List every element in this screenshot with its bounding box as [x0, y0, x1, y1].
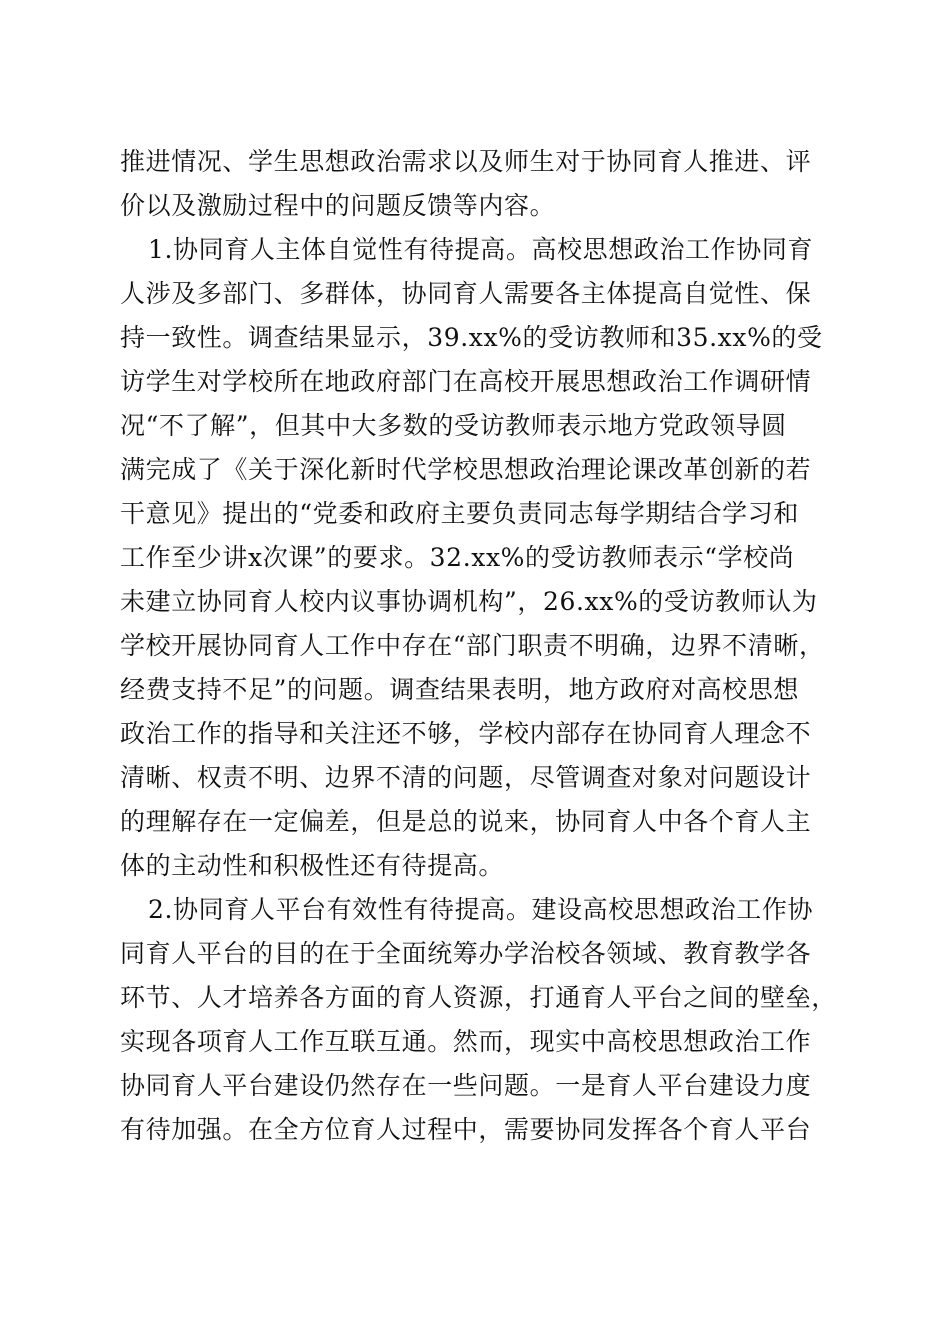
text-line: 学校开展协同育人工作中存在“部门职责不明确，边界不清晰， [120, 631, 825, 660]
text-line: 人涉及多部门、多群体，协同育人需要各主体提高自觉性、保 [120, 279, 812, 308]
paragraph-start-line: 2.协同育人平台有效性有待提高。建设高校思想政治工作协 [148, 895, 814, 924]
text-line: 况“不了解”，但其中大多数的受访教师表示地方党政领导圆 [120, 411, 787, 440]
text-line: 体的主动性和积极性还有待提高。 [120, 851, 505, 880]
text-line: 价以及激励过程中的问题反馈等内容。 [120, 191, 556, 220]
text-line: 清晰、权责不明、边界不清的问题，尽管调查对象对问题设计 [120, 763, 812, 792]
text-line: 政治工作的指导和关注还不够，学校内部存在协同育人理念不 [120, 719, 812, 748]
text-line: 实现各项育人工作互联互通。然而，现实中高校思想政治工作 [120, 1027, 812, 1056]
text-line: 经费支持不足”的问题。调查结果表明，地方政府对高校思想 [120, 675, 799, 704]
text-line: 访学生对学校所在地政府部门在高校开展思想政治工作调研情 [120, 367, 812, 396]
text-line: 推进情况、学生思想政治需求以及师生对于协同育人推进、评 [120, 147, 812, 176]
text-line: 工作至少讲x次课”的要求。32.xx%的受访教师表示“学校尚 [120, 543, 795, 572]
text-line: 未建立协同育人校内议事协调机构”，26.xx%的受访教师认为 [120, 587, 818, 616]
text-line: 协同育人平台建设仍然存在一些问题。一是育人平台建设力度 [120, 1071, 812, 1100]
body-text [120, 140, 837, 1152]
text-line: 有待加强。在全方位育人过程中，需要协同发挥各个育人平台 [120, 1115, 812, 1144]
text-line: 持一致性。调查结果显示，39.xx%的受访教师和35.xx%的受 [120, 323, 823, 352]
paragraph-start-line: 1.协同育人主体自觉性有待提高。高校思想政治工作协同育 [148, 235, 814, 264]
text-line: 满完成了《关于深化新时代学校思想政治理论课改革创新的若 [120, 455, 812, 484]
text-line: 环节、人才培养各方面的育人资源，打通育人平台之间的壁垒， [120, 983, 837, 1012]
text-line: 的理解存在一定偏差，但是总的说来，协同育人中各个育人主 [120, 807, 812, 836]
text-line: 干意见》提出的“党委和政府主要负责同志每学期结合学习和 [120, 499, 799, 528]
text-line: 同育人平台的目的在于全面统筹办学治校各领域、教育教学各 [120, 939, 812, 968]
